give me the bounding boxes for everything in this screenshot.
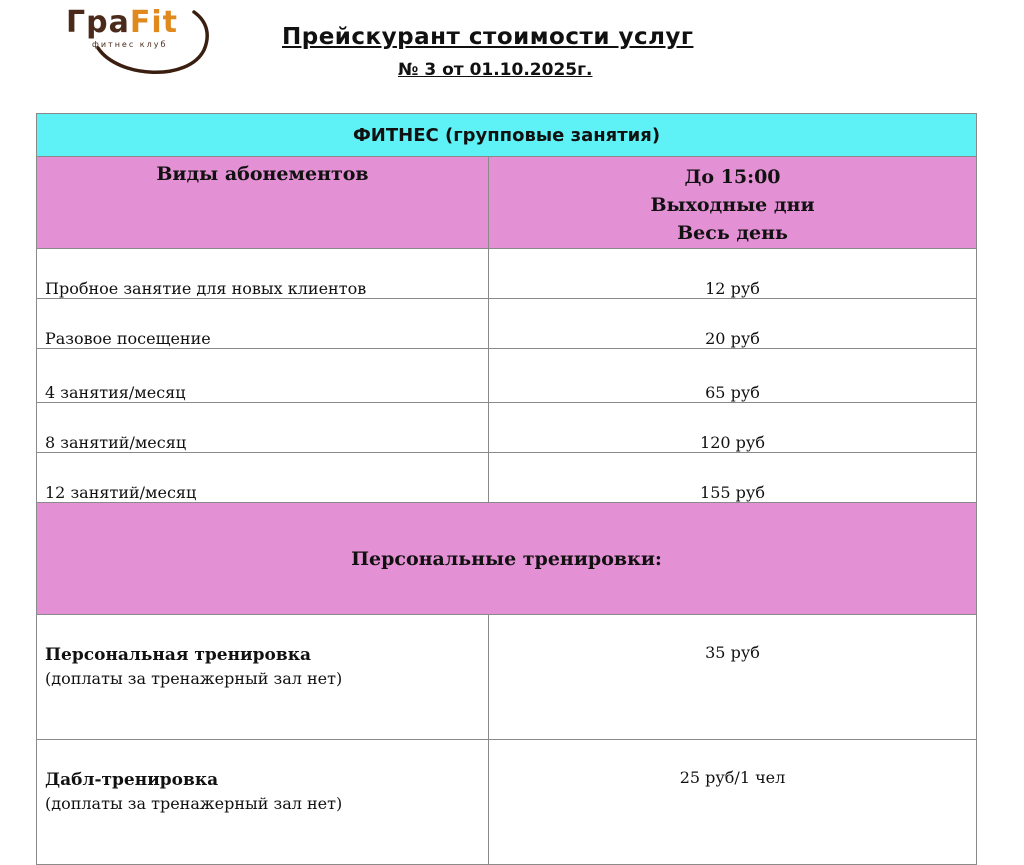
row-name: Пробное занятие для новых клиентов	[37, 249, 489, 299]
row-name-cell	[37, 615, 489, 740]
row-note: (доплаты за тренажерный зал нет)	[45, 669, 343, 688]
col-header-time	[489, 157, 977, 249]
row-name: 12 занятий/месяц	[37, 453, 489, 503]
fitness-band-title: ФИТНЕС (групповые занятия)	[37, 114, 977, 157]
club-logo	[58, 4, 218, 84]
row-name: 8 занятий/месяц	[37, 403, 489, 453]
row-name: Дабл-тренировка	[45, 770, 219, 790]
row-note: (доплаты за тренажерный зал нет)	[45, 794, 343, 813]
row-price: 20 руб	[489, 299, 977, 349]
row-name: 4 занятия/месяц	[37, 349, 489, 403]
price-table	[36, 113, 977, 865]
table-row	[37, 249, 977, 299]
row-price: 155 руб	[489, 453, 977, 503]
row-price: 35 руб	[489, 615, 977, 740]
page-subtitle: № 3 от 01.10.2025г.	[398, 60, 593, 80]
row-price: 25 руб/1 чел	[489, 740, 977, 865]
row-name: Персональная тренировка	[45, 645, 311, 665]
table-row	[37, 615, 977, 740]
row-price: 65 руб	[489, 349, 977, 403]
row-price: 120 руб	[489, 403, 977, 453]
table-row	[37, 740, 977, 865]
row-price: 12 руб	[489, 249, 977, 299]
col-header-line: Выходные дни	[650, 194, 815, 216]
table-row	[37, 349, 977, 403]
row-name-cell	[37, 740, 489, 865]
col-header-line: До 15:00	[684, 166, 781, 188]
personal-section-title: Персональные тренировки:	[37, 503, 977, 615]
col-header-line: Весь день	[677, 222, 788, 244]
logo-wordmark: ГраFit	[66, 5, 178, 40]
col-header-subscriptions: Виды абонементов	[37, 157, 489, 249]
page-title: Прейскурант стоимости услуг	[282, 24, 694, 50]
row-name: Разовое посещение	[37, 299, 489, 349]
table-row	[37, 453, 977, 503]
logo-tagline: фитнес клуб	[92, 40, 168, 49]
table-row	[37, 403, 977, 453]
table-row	[37, 299, 977, 349]
